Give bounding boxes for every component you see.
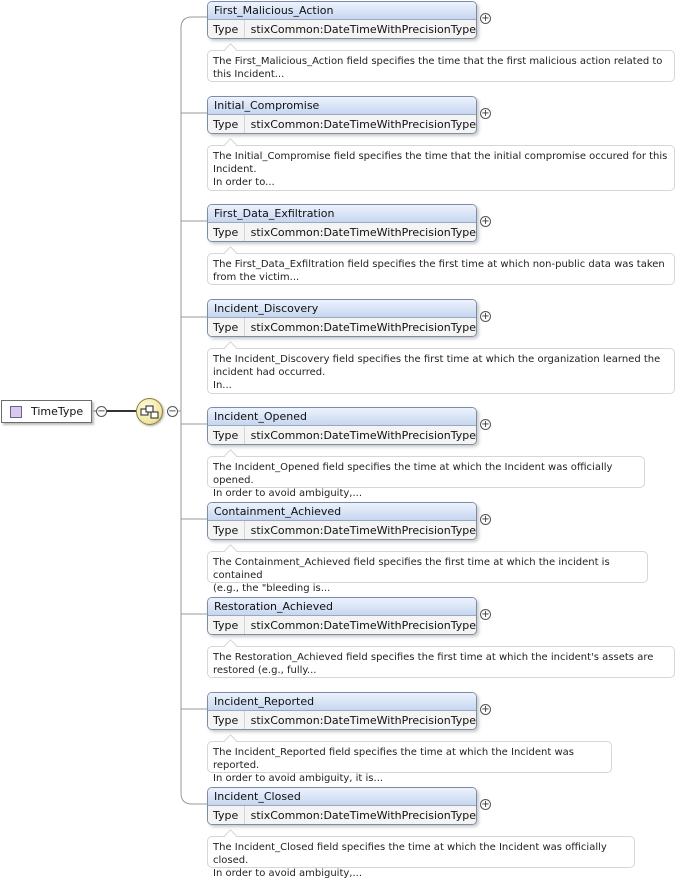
type-key: Type [213, 619, 239, 632]
element-box-incident-discovery[interactable] [207, 299, 477, 337]
element-name: Incident_Reported [208, 693, 476, 711]
expand-button[interactable]: + [481, 799, 490, 810]
type-key: Type [213, 809, 239, 822]
type-key: Type [213, 714, 239, 727]
element-documentation: The First_Malicious_Action field specifies the time that the first malicious action related to this Incident... [207, 50, 675, 82]
element-type-row [208, 20, 476, 39]
element-box-incident-reported[interactable] [207, 692, 477, 730]
expand-button[interactable]: + [481, 609, 490, 620]
type-value: stixCommon:DateTimeWithPrecisionType [244, 318, 476, 337]
element-name: Incident_Closed [208, 788, 476, 806]
element-documentation: The Restoration_Achieved field specifies the first time at which the incident's assets are restored (e.g., fully... [207, 646, 675, 678]
expand-button[interactable]: + [481, 13, 490, 24]
type-value: stixCommon:DateTimeWithPrecisionType [244, 521, 476, 540]
element-type-row [208, 223, 476, 242]
type-key: Type [213, 23, 239, 36]
element-box-containment-achieved[interactable] [207, 502, 477, 540]
element-type-row [208, 115, 476, 134]
element-box-incident-opened[interactable] [207, 407, 477, 445]
element-box-restoration-achieved[interactable] [207, 597, 477, 635]
element-name: First_Malicious_Action [208, 2, 476, 20]
expand-button[interactable]: + [481, 216, 490, 227]
type-value: stixCommon:DateTimeWithPrecisionType [244, 20, 476, 39]
element-documentation: The Incident_Reported field specifies the time at which the Incident was reported. In order to avoid ambiguity, it is... [207, 741, 612, 773]
element-documentation: The Incident_Discovery field specifies the first time at which the organization learned the incident had occurred. In... [207, 348, 675, 394]
element-name: Incident_Discovery [208, 300, 476, 318]
element-type-row [208, 521, 476, 540]
expand-button[interactable]: + [481, 311, 490, 322]
compositor-collapse-button[interactable]: − [168, 406, 177, 417]
expand-button[interactable]: + [481, 419, 490, 430]
type-key: Type [213, 118, 239, 131]
sequence-compositor[interactable] [136, 398, 163, 425]
element-box-first-data-exfiltration[interactable] [207, 204, 477, 242]
element-type-row [208, 426, 476, 445]
element-name: Containment_Achieved [208, 503, 476, 521]
root-type-node[interactable] [1, 400, 92, 423]
element-type-row [208, 806, 476, 825]
element-type-row [208, 711, 476, 730]
type-key: Type [213, 321, 239, 334]
root-type-label: TimeType [31, 405, 84, 418]
element-box-initial-compromise[interactable] [207, 96, 477, 134]
type-value: stixCommon:DateTimeWithPrecisionType [244, 115, 476, 134]
element-name: Incident_Opened [208, 408, 476, 426]
element-documentation: The Incident_Closed field specifies the time at which the Incident was officially closed. In order to avoid ambiguity,... [207, 836, 635, 868]
root-collapse-button[interactable]: − [97, 406, 106, 417]
element-documentation: The First_Data_Exfiltration field specifies the first time at which non-public data was taken from the victim... [207, 253, 675, 285]
type-value: stixCommon:DateTimeWithPrecisionType [244, 806, 476, 825]
type-value: stixCommon:DateTimeWithPrecisionType [244, 426, 476, 445]
complex-type-icon [10, 406, 22, 418]
type-key: Type [213, 524, 239, 537]
expand-button[interactable]: + [481, 514, 490, 525]
element-documentation: The Incident_Opened field specifies the time at which the Incident was officially opened. In order to avoid ambiguity,... [207, 456, 645, 488]
type-value: stixCommon:DateTimeWithPrecisionType [244, 616, 476, 635]
element-documentation: The Containment_Achieved field specifies the first time at which the incident is contained (e.g., the "bleeding is... [207, 551, 648, 583]
element-documentation: The Initial_Compromise field specifies the time that the initial compromise occured for this Incident. In order to... [207, 145, 675, 191]
element-box-incident-closed[interactable] [207, 787, 477, 825]
element-type-row [208, 616, 476, 635]
element-name: Initial_Compromise [208, 97, 476, 115]
type-value: stixCommon:DateTimeWithPrecisionType [244, 223, 476, 242]
type-key: Type [213, 226, 239, 239]
element-type-row [208, 318, 476, 337]
element-box-first-malicious-action[interactable] [207, 1, 477, 39]
type-key: Type [213, 429, 239, 442]
expand-button[interactable]: + [481, 108, 490, 119]
type-value: stixCommon:DateTimeWithPrecisionType [244, 711, 476, 730]
sequence-icon [140, 405, 160, 419]
element-name: Restoration_Achieved [208, 598, 476, 616]
expand-button[interactable]: + [481, 704, 490, 715]
element-name: First_Data_Exfiltration [208, 205, 476, 223]
